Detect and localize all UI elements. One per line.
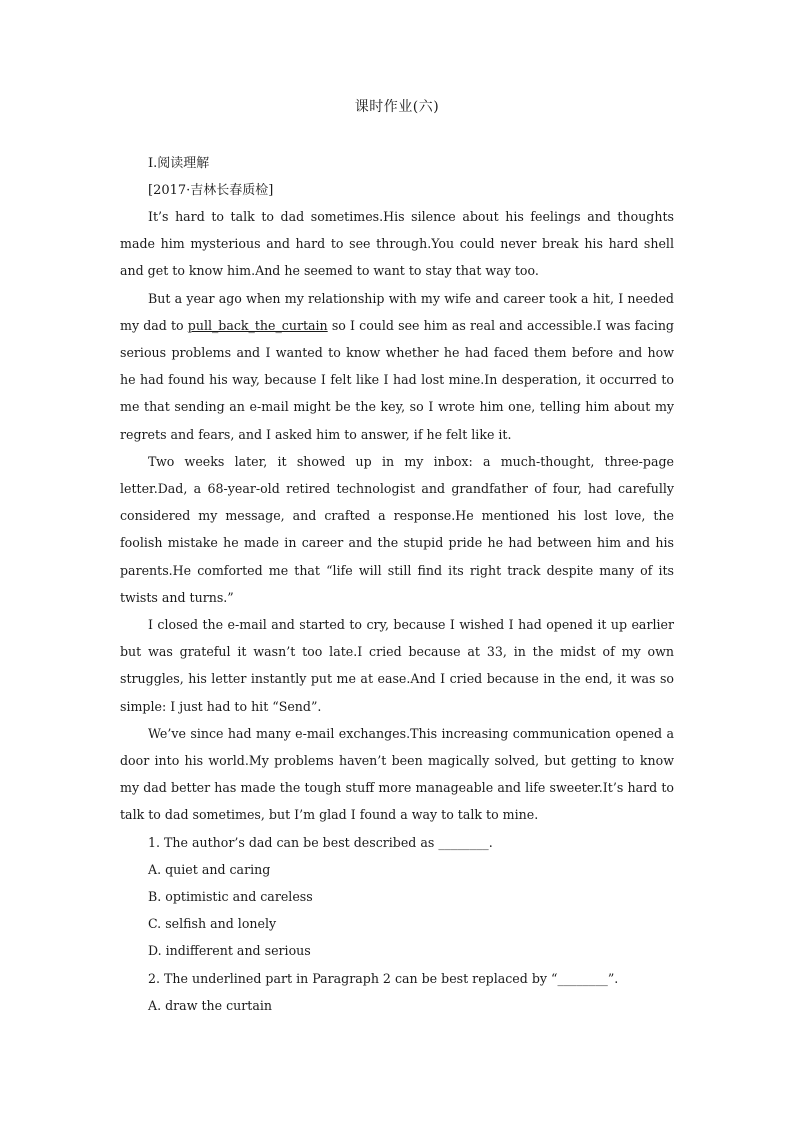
question-1-option-d: D. indifferent and serious <box>148 943 311 959</box>
section-heading: Ⅰ.阅读理解 <box>148 156 210 171</box>
question-1-option-a: A. quiet and caring <box>148 861 271 877</box>
paragraph-2 <box>120 285 674 448</box>
reading-passage <box>120 203 674 1019</box>
page-title: 课时作业(六) <box>354 99 440 115</box>
paragraph-2-before: But a year ago when my relationship with my wife and career took a hit, I needed my dad to <box>120 290 674 333</box>
question-2-option-a: A. draw the curtain <box>148 997 272 1013</box>
paragraph-1: It’s hard to talk to dad sometimes.His silence about his feelings and thoughts made him mysterious and hard to see through.You could never break his hard shell and get to know him.And he seemed to want to stay that way too. <box>120 209 674 279</box>
question-1-option-b: B. optimistic and careless <box>148 889 313 905</box>
question-2: 2. The underlined part in Paragraph 2 can be best replaced by “________”. <box>148 970 619 986</box>
paragraph-3: Two weeks later, it showed up in my inbox: a much-thought, three-page letter.Dad, a 68-year-old retired technologist and grandfather of four, had carefully considered my message, and crafted a response.He mentioned his lost love, the foolish mistake he made in career and the stupid pride he had between him and his parents.He comforted me that “life will still find its right track despite many of its twists and turns.” <box>120 453 674 605</box>
question-1: 1. The author’s dad can be best described as ________. <box>148 834 493 850</box>
paragraph-4: I closed the e-mail and started to cry, because I wished I had opened it up earlier but was grateful it wasn’t too late.I cried because at 33, in the midst of my own struggles, his letter instantly put me at ease.And I cried because in the end, it was so simple: I just had to hit “Send”. <box>120 617 674 714</box>
paragraph-2-after: so I could see him as real and accessible.I was facing serious problems and I wanted to know whether he had faced them before and how he had found his way, because I felt like I had lost mine.In desperation, it occurred to me that sending an e-mail might be the key, so I wrote him one, telling him about my regrets and fears, and I asked him to answer, if he felt like it. <box>120 317 674 442</box>
question-1-option-c: C. selfish and lonely <box>148 916 277 932</box>
paragraph-5: We’ve since had many e-mail exchanges.This increasing communication opened a door into his world.My problems haven’t been magically solved, but getting to know my dad better has made the tough stuff more manageable and life sweeter.It’s hard to talk to dad sometimes, but I’m glad I found a way to talk to mine. <box>120 725 674 823</box>
source-label: [2017·吉林长春质检] <box>148 183 274 198</box>
underlined-phrase: pull_back_the_curtain <box>187 317 328 333</box>
